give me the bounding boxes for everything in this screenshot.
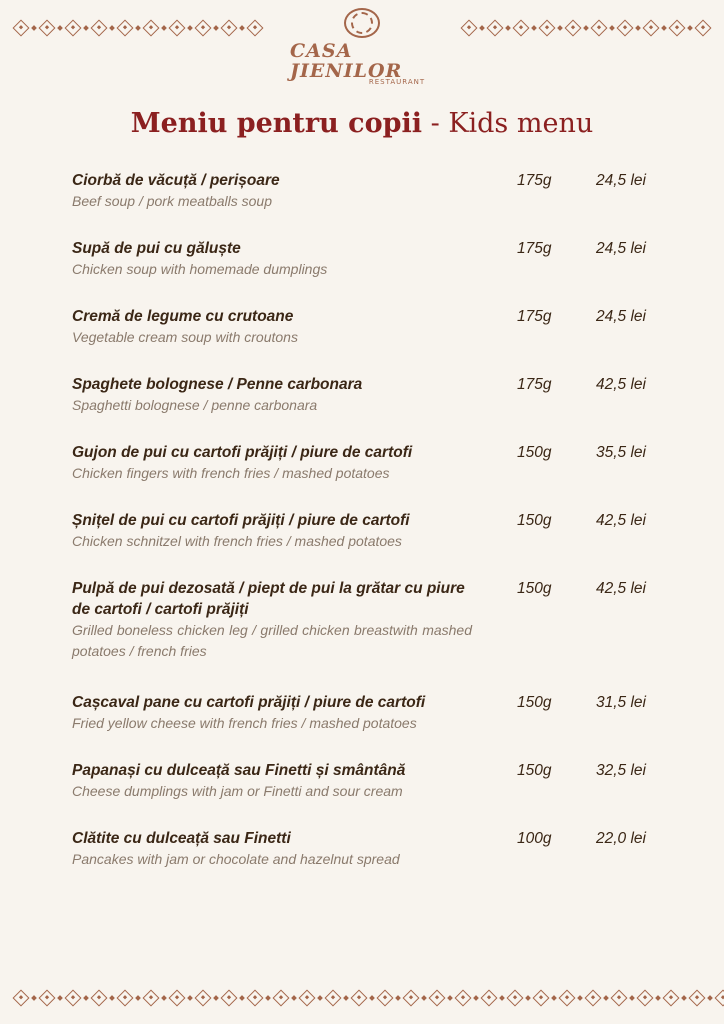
item-name-ro: Gujon de pui cu cartofi prăjiți / piure de cartofi xyxy=(72,444,413,461)
item-name-en: Grilled boneless chicken leg / grilled chicken breastwith mashed potatoes / french fries xyxy=(72,622,472,659)
item-price: 42,5 lei xyxy=(596,580,646,597)
item-price: 32,5 lei xyxy=(596,762,646,779)
item-name-ro: Cașcaval pane cu cartofi prăjiți / piure de cartofi xyxy=(72,694,426,711)
item-name-ro: Spaghete bolognese / Penne carbonara xyxy=(72,376,363,393)
logo-emblem-icon xyxy=(344,8,380,38)
item-name-en: Chicken soup with homemade dumplings xyxy=(72,261,328,277)
menu-item xyxy=(72,692,672,734)
item-price: 24,5 lei xyxy=(596,172,646,189)
item-name-en: Spaghetti bolognese / penne carbonara xyxy=(72,397,318,413)
item-weight: 175g xyxy=(517,240,552,257)
menu-item xyxy=(72,306,672,348)
item-name-ro: Clătite cu dulceață sau Finetti xyxy=(72,830,291,847)
ornament-left xyxy=(12,22,264,34)
title-romanian: Meniu pentru copii xyxy=(130,108,423,139)
item-name-ro: Ciorbă de văcuță / perișoare xyxy=(72,172,280,189)
item-name-en: Vegetable cream soup with croutons xyxy=(72,329,298,345)
item-price: 35,5 lei xyxy=(596,444,646,461)
item-name-en: Cheese dumplings with jam or Finetti and sour cream xyxy=(72,783,403,799)
item-price: 24,5 lei xyxy=(596,308,646,325)
item-price: 24,5 lei xyxy=(596,240,646,257)
item-name-en: Chicken schnitzel with french fries / mashed potatoes xyxy=(72,533,402,549)
title-separator: - xyxy=(430,108,440,139)
item-name-en: Beef soup / pork meatballs soup xyxy=(72,193,273,209)
item-weight: 175g xyxy=(517,376,552,393)
item-weight: 150g xyxy=(517,580,552,597)
item-name-ro: Șnițel de pui cu cartofi prăjiți / piure de cartofi xyxy=(72,512,410,529)
menu-item xyxy=(72,828,672,870)
item-name-ro: Papanași cu dulceață sau Finetti și smântână xyxy=(72,762,406,779)
menu-item xyxy=(72,170,672,212)
item-weight: 150g xyxy=(517,694,552,711)
item-price: 42,5 lei xyxy=(596,512,646,529)
bottom-ornament-border xyxy=(12,987,712,1009)
item-name-en: Pancakes with jam or chocolate and hazelnut spread xyxy=(72,851,400,867)
menu-item xyxy=(72,238,672,280)
item-price: 31,5 lei xyxy=(596,694,646,711)
ornament-right xyxy=(460,22,712,34)
item-name-ro: Supă de pui cu găluște xyxy=(72,240,241,257)
restaurant-logo xyxy=(290,8,434,86)
item-name-ro: Cremă de legume cu crutoane xyxy=(72,308,294,325)
title-english: Kids menu xyxy=(448,108,594,139)
item-weight: 175g xyxy=(517,308,552,325)
item-price: 22,0 lei xyxy=(596,830,646,847)
menu-item xyxy=(72,442,672,484)
menu-item xyxy=(72,578,672,662)
logo-subtitle: RESTAURANT xyxy=(368,78,426,86)
item-weight: 175g xyxy=(517,172,552,189)
item-weight: 100g xyxy=(517,830,552,847)
item-name-en: Chicken fingers with french fries / mashed potatoes xyxy=(72,465,390,481)
item-weight: 150g xyxy=(517,512,552,529)
menu-item xyxy=(72,760,672,802)
menu-item xyxy=(72,374,672,416)
logo-name: CASA JIENILOR xyxy=(290,40,403,82)
page-title xyxy=(0,108,724,139)
item-weight: 150g xyxy=(517,444,552,461)
item-price: 42,5 lei xyxy=(596,376,646,393)
item-weight: 150g xyxy=(517,762,552,779)
item-name-ro: Pulpă de pui dezosată / piept de pui la grătar cu piure de cartofi / cartofi prăjiți xyxy=(72,580,465,618)
ornament-full xyxy=(12,992,724,1004)
item-name-en: Fried yellow cheese with french fries / mashed potatoes xyxy=(72,715,417,731)
menu-item xyxy=(72,510,672,552)
